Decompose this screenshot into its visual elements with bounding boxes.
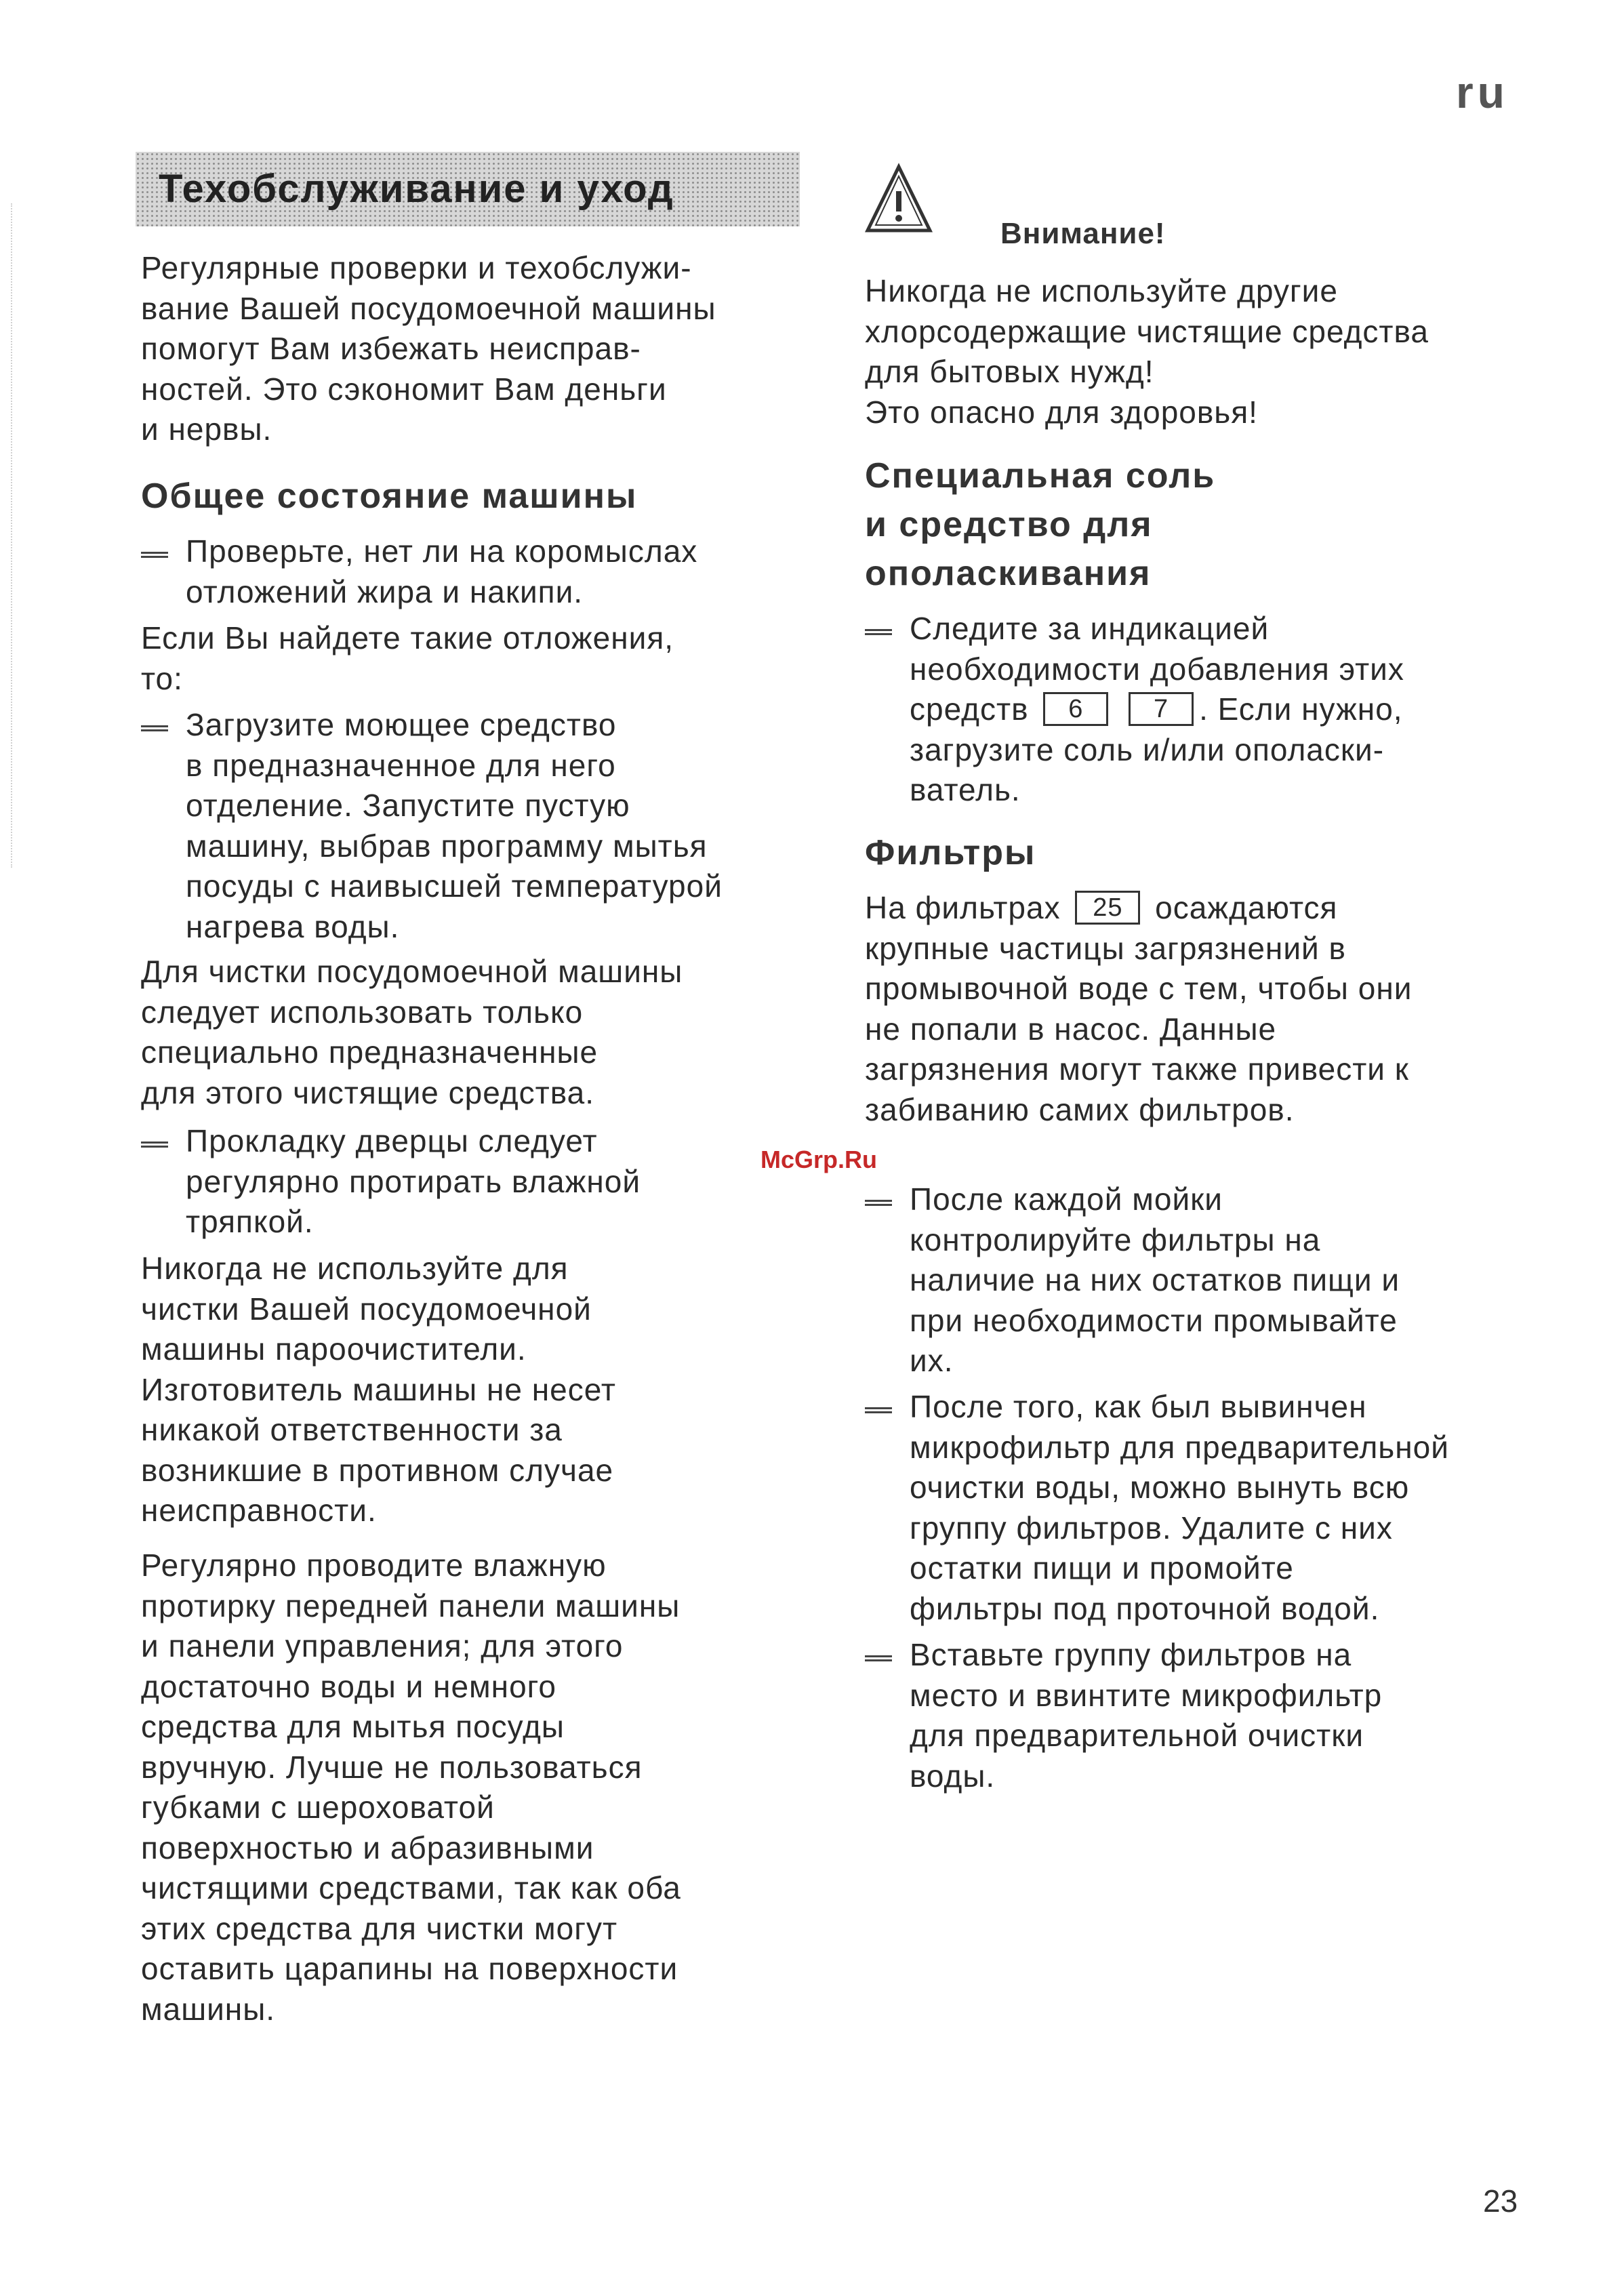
list-item: Следите за индикацией необходимости добавления этих средств 6 7 . Если нужно, загрузите соль и/или ополаски- ватель. (865, 609, 1543, 811)
watermark[interactable]: McGrp.Ru (760, 1146, 878, 1173)
heading-filters: Фильтры (865, 833, 1036, 872)
list-item: Проверьте, нет ли на коромыслах отложений жира и накипи. (141, 531, 805, 612)
dash-bullet (141, 552, 168, 558)
list-item: После каждой мойки контролируйте фильтры на наличие на них остатков пищи и при необходимости промывайте их. (865, 1179, 1543, 1381)
list-item: Загрузите моющее средство в предназначенное для него отделение. Запустите пустую машину, выбрав программу мытья посуды с наивысшей температурой нагрева воды. (141, 705, 805, 947)
page-number: 23 (1483, 2183, 1518, 2219)
dash-bullet (865, 629, 892, 635)
ref-box-7: 7 (1129, 692, 1194, 726)
list-item: Вставьте группу фильтров на место и ввинтите микрофильтр для предварительной очистки воды. (865, 1635, 1543, 1796)
ref-box-25: 25 (1075, 891, 1140, 925)
paragraph-cleaning-agents: Для чистки посудомоечной машины следует использовать только специально предназначенные для этого чистящие средства. (141, 954, 683, 1110)
intro-paragraph: Регулярные проверки и техобслужи- вание Вашей посудомоечной машины помогут Вам избежать неисправ- ностей. Это сэкономит Вам деньги и нервы. (141, 250, 716, 447)
dash-bullet (141, 725, 168, 731)
list-item: Прокладку дверцы следует регулярно протирать влажной тряпкой. (141, 1121, 805, 1242)
language-marker: ru (1456, 67, 1509, 117)
heading-general-condition: Общее состояние машины (141, 477, 638, 516)
list-item: После того, как был вывинчен микрофильтр для предварительной очистки воды, можно вынуть всю группу фильтров. Удалите с них остатки пищи и промойте фильтры под проточной водой. (865, 1387, 1543, 1629)
paragraph-wipe-panel: Регулярно проводите влажную протирку передней панели машины и панели управления; для этого достаточно воды и немного средства для мытья посуды вручную. Лучше не пользоваться губками с шероховатой поверхностью и абразивными чистящими средствами, так как оба этих средства для чистки могут оставить царапины на поверхности машины. (141, 1548, 681, 2027)
warning-text: Никогда не используйте другие хлорсодержащие чистящие средства для бытовых нужд! Это опасно для здоровья! (865, 273, 1429, 430)
heading-salt-rinse: Специальная соль и средство для ополаскивания (865, 456, 1216, 593)
dash-bullet (865, 1200, 892, 1206)
section-title: Техобслуживание и уход (136, 152, 800, 226)
dash-bullet (865, 1655, 892, 1661)
warning-triangle-icon (865, 163, 933, 237)
paragraph-filters: На фильтрах 25 осаждаются крупные частицы загрязнений в промывочной воде с тем, чтобы они не попали в насос. Данные загрязнения могут также привести к забиванию самих фильтров. (865, 890, 1413, 1127)
paragraph-steam-cleaners: Никогда не используйте для чистки Вашей посудомоечной машины пароочистители. Изготовитель машины не несет никакой ответственности за возникшие в противном случае неисправности. (141, 1251, 616, 1528)
margin-mark (11, 203, 14, 868)
dash-bullet (865, 1407, 892, 1413)
paragraph-if-found: Если Вы найдете такие отложения, то: (141, 620, 674, 696)
warning-label: Внимание! (1000, 217, 1166, 250)
ref-box-6: 6 (1043, 692, 1108, 726)
dash-bullet (141, 1142, 168, 1148)
